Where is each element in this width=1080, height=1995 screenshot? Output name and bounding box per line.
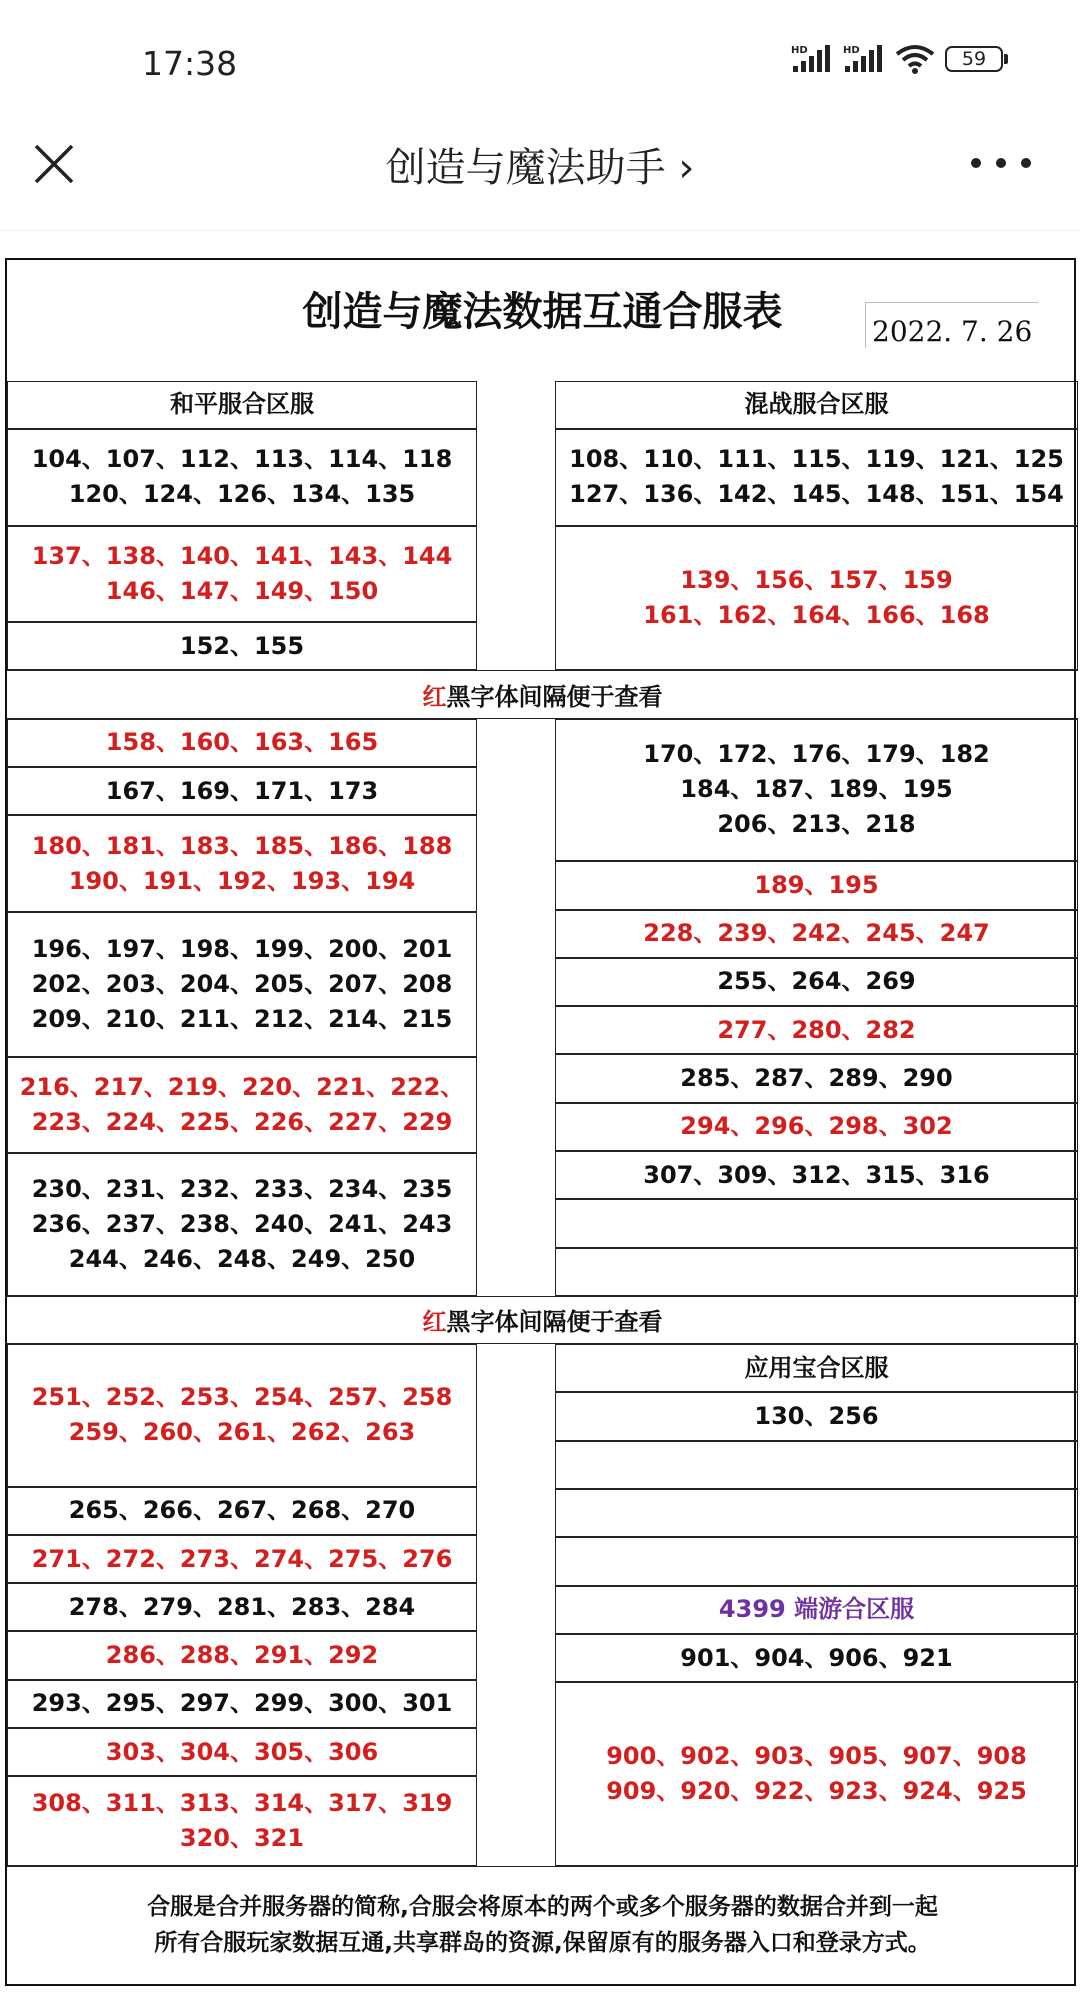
right-cell-8-line: 294、296、298、302 xyxy=(680,1112,953,1141)
right-cell-10-line: 130、256 xyxy=(754,1402,879,1431)
right-empty-cell xyxy=(555,1248,1078,1296)
right-cell-2-line: 206、213、218 xyxy=(717,810,916,839)
sheet-title: 创造与魔法数据互通合服表 xyxy=(302,289,783,335)
right-cell-11-line: 901、904、906、921 xyxy=(680,1643,953,1672)
right-cell-8 xyxy=(555,1103,1078,1151)
left-cell-5 xyxy=(7,815,477,912)
left-cell-12 xyxy=(7,1583,477,1631)
separator-text: 黑字体间隔便于查看 xyxy=(446,683,663,712)
left-cell-9 xyxy=(7,1344,477,1486)
left-cell-7-line: 223、224、225、226、227、229 xyxy=(31,1108,453,1137)
left-cell-9-line: 251、252、253、254、257、258 xyxy=(31,1383,453,1412)
right-cell-0 xyxy=(555,429,1078,526)
left-cell-12-line: 278、279、281、283、284 xyxy=(68,1592,416,1621)
left-cell-4-line: 167、169、171、173 xyxy=(105,776,379,805)
h4399-header xyxy=(555,1586,1078,1634)
left-cell-7 xyxy=(7,1057,477,1154)
signal-icon-2 xyxy=(843,44,885,74)
right-cell-1 xyxy=(555,526,1078,671)
separator-red-char: 红 xyxy=(422,1308,447,1337)
left-cell-15-line: 303、304、305、306 xyxy=(105,1737,379,1766)
right-cell-1-line: 161、162、164、166、168 xyxy=(643,601,990,630)
left-cell-0-line: 120、124、126、134、135 xyxy=(68,480,416,509)
left-cell-6-line: 209、210、211、212、214、215 xyxy=(31,1004,453,1033)
separator-row-2 xyxy=(7,1296,1078,1344)
left-cell-14-line: 293、295、297、299、300、301 xyxy=(31,1689,453,1718)
status-bar xyxy=(0,0,1080,120)
right-cell-0-line: 127、136、142、145、148、151、154 xyxy=(569,480,1064,509)
right-cell-4 xyxy=(555,910,1078,958)
left-cell-8-line: 230、231、232、233、234、235 xyxy=(31,1175,453,1204)
right-cell-12-line: 900、902、903、905、907、908 xyxy=(606,1741,1027,1770)
footer-line: 合服是合并服务器的简称,合服会将原本的两个或多个服务器的数据合并到一起 xyxy=(147,1894,938,1921)
right-cell-6 xyxy=(555,1006,1078,1054)
more-icon[interactable] xyxy=(966,148,1036,178)
right-cell-5-line: 255、264、269 xyxy=(717,967,916,996)
left-cell-8-line: 244、246、248、249、250 xyxy=(68,1245,416,1274)
left-cell-13 xyxy=(7,1631,477,1679)
right-cell-9 xyxy=(555,1151,1078,1199)
left-cell-8-line: 236、237、238、240、241、243 xyxy=(31,1210,453,1239)
separator-row-1 xyxy=(7,670,1078,718)
signal-icon xyxy=(791,44,833,74)
right-cell-6-line: 277、280、282 xyxy=(717,1015,916,1044)
left-cell-4 xyxy=(7,767,477,815)
footer-line: 所有合服玩家数据互通,共享群岛的资源,保留原有的服务器入口和登录方式。 xyxy=(154,1930,931,1957)
right-cell-7-line: 285、287、289、290 xyxy=(680,1064,953,1093)
left-cell-7-line: 216、217、219、220、221、222、 xyxy=(19,1073,465,1102)
separator-text: 黑字体间隔便于查看 xyxy=(446,1308,663,1337)
svg-text:HD: HD xyxy=(791,45,808,56)
left-cell-16 xyxy=(7,1776,477,1865)
right-cell-10 xyxy=(555,1392,1078,1440)
left-cell-8 xyxy=(7,1153,477,1295)
left-cell-16-line: 308、311、313、314、317、319 xyxy=(31,1789,453,1817)
right-header xyxy=(555,381,1078,429)
left-cell-13-line: 286、288、291、292 xyxy=(105,1641,379,1670)
left-cell-1 xyxy=(7,526,477,623)
right-cell-0-line: 108、110、111、115、119、121、125 xyxy=(569,445,1064,474)
left-cell-6 xyxy=(7,912,477,1057)
left-cell-14 xyxy=(7,1680,477,1728)
left-cell-10 xyxy=(7,1487,477,1535)
left-header xyxy=(7,381,477,429)
right-empty-cell xyxy=(555,1199,1078,1247)
left-cell-0-line: 104、107、112、113、114、118 xyxy=(31,445,453,474)
right-cell-9-line: 307、309、312、315、316 xyxy=(643,1160,990,1189)
status-time: 17:38 xyxy=(142,44,238,83)
right-cell-3-line: 189、195 xyxy=(754,870,879,899)
battery-icon xyxy=(945,46,1008,72)
h4399-header-line: 4399 端游合区服 xyxy=(718,1595,915,1624)
right-empty-cell xyxy=(555,1537,1078,1585)
right-cell-4-line: 228、239、242、245、247 xyxy=(643,919,990,948)
nav-divider xyxy=(0,230,1080,231)
right-cell-12-line: 909、920、922、923、924、925 xyxy=(606,1776,1027,1805)
left-cell-2-line: 152、155 xyxy=(179,631,305,660)
left-cell-11-line: 271、272、273、274、275、276 xyxy=(31,1544,453,1573)
merge-server-table xyxy=(5,258,1076,1986)
left-cell-2 xyxy=(7,622,477,670)
wifi-icon xyxy=(895,44,935,74)
status-icons xyxy=(791,44,1008,74)
yyb-header xyxy=(555,1344,1078,1392)
sheet-date: 2022. 7. 26 xyxy=(865,302,1038,348)
right-cell-7 xyxy=(555,1054,1078,1102)
right-cell-12 xyxy=(555,1682,1078,1866)
svg-text:HD: HD xyxy=(843,45,860,56)
left-cell-1-line: 146、147、149、150 xyxy=(105,576,379,605)
right-cell-2-line: 184、187、189、195 xyxy=(680,775,953,804)
left-cell-6-line: 202、203、204、205、207、208 xyxy=(31,969,453,998)
right-cell-1-line: 139、156、157、159 xyxy=(680,566,953,595)
page-title[interactable]: 创造与魔法助手 › xyxy=(385,145,695,191)
left-cell-9-line: 259、260、261、262、263 xyxy=(68,1418,416,1447)
right-cell-3 xyxy=(555,861,1078,909)
left-cell-5-line: 180、181、183、185、186、188 xyxy=(31,831,453,860)
right-header-line: 混战服合区服 xyxy=(744,390,889,419)
right-cell-5 xyxy=(555,958,1078,1006)
left-header-line: 和平服合区服 xyxy=(170,390,314,419)
left-cell-16-line: 320、321 xyxy=(179,1824,305,1852)
yyb-header-line: 应用宝合区服 xyxy=(744,1353,889,1382)
right-empty-cell xyxy=(555,1489,1078,1537)
right-cell-11 xyxy=(555,1634,1078,1682)
left-cell-15 xyxy=(7,1728,477,1776)
battery-level: 59 xyxy=(945,46,1003,72)
right-cell-2 xyxy=(555,719,1078,861)
left-cell-1-line: 137、138、140、141、143、144 xyxy=(31,541,453,570)
footer-note xyxy=(7,1866,1078,1984)
separator-red-char: 红 xyxy=(422,683,447,712)
left-cell-0 xyxy=(7,429,477,526)
left-cell-6-line: 196、197、198、199、200、201 xyxy=(31,934,453,963)
right-cell-2-line: 170、172、176、179、182 xyxy=(643,740,990,769)
left-cell-10-line: 265、266、267、268、270 xyxy=(68,1496,416,1525)
left-cell-11 xyxy=(7,1535,477,1583)
left-cell-3 xyxy=(7,719,477,767)
left-cell-5-line: 190、191、192、193、194 xyxy=(68,866,416,895)
left-cell-3-line: 158、160、163、165 xyxy=(105,728,379,757)
right-empty-cell xyxy=(555,1441,1078,1489)
